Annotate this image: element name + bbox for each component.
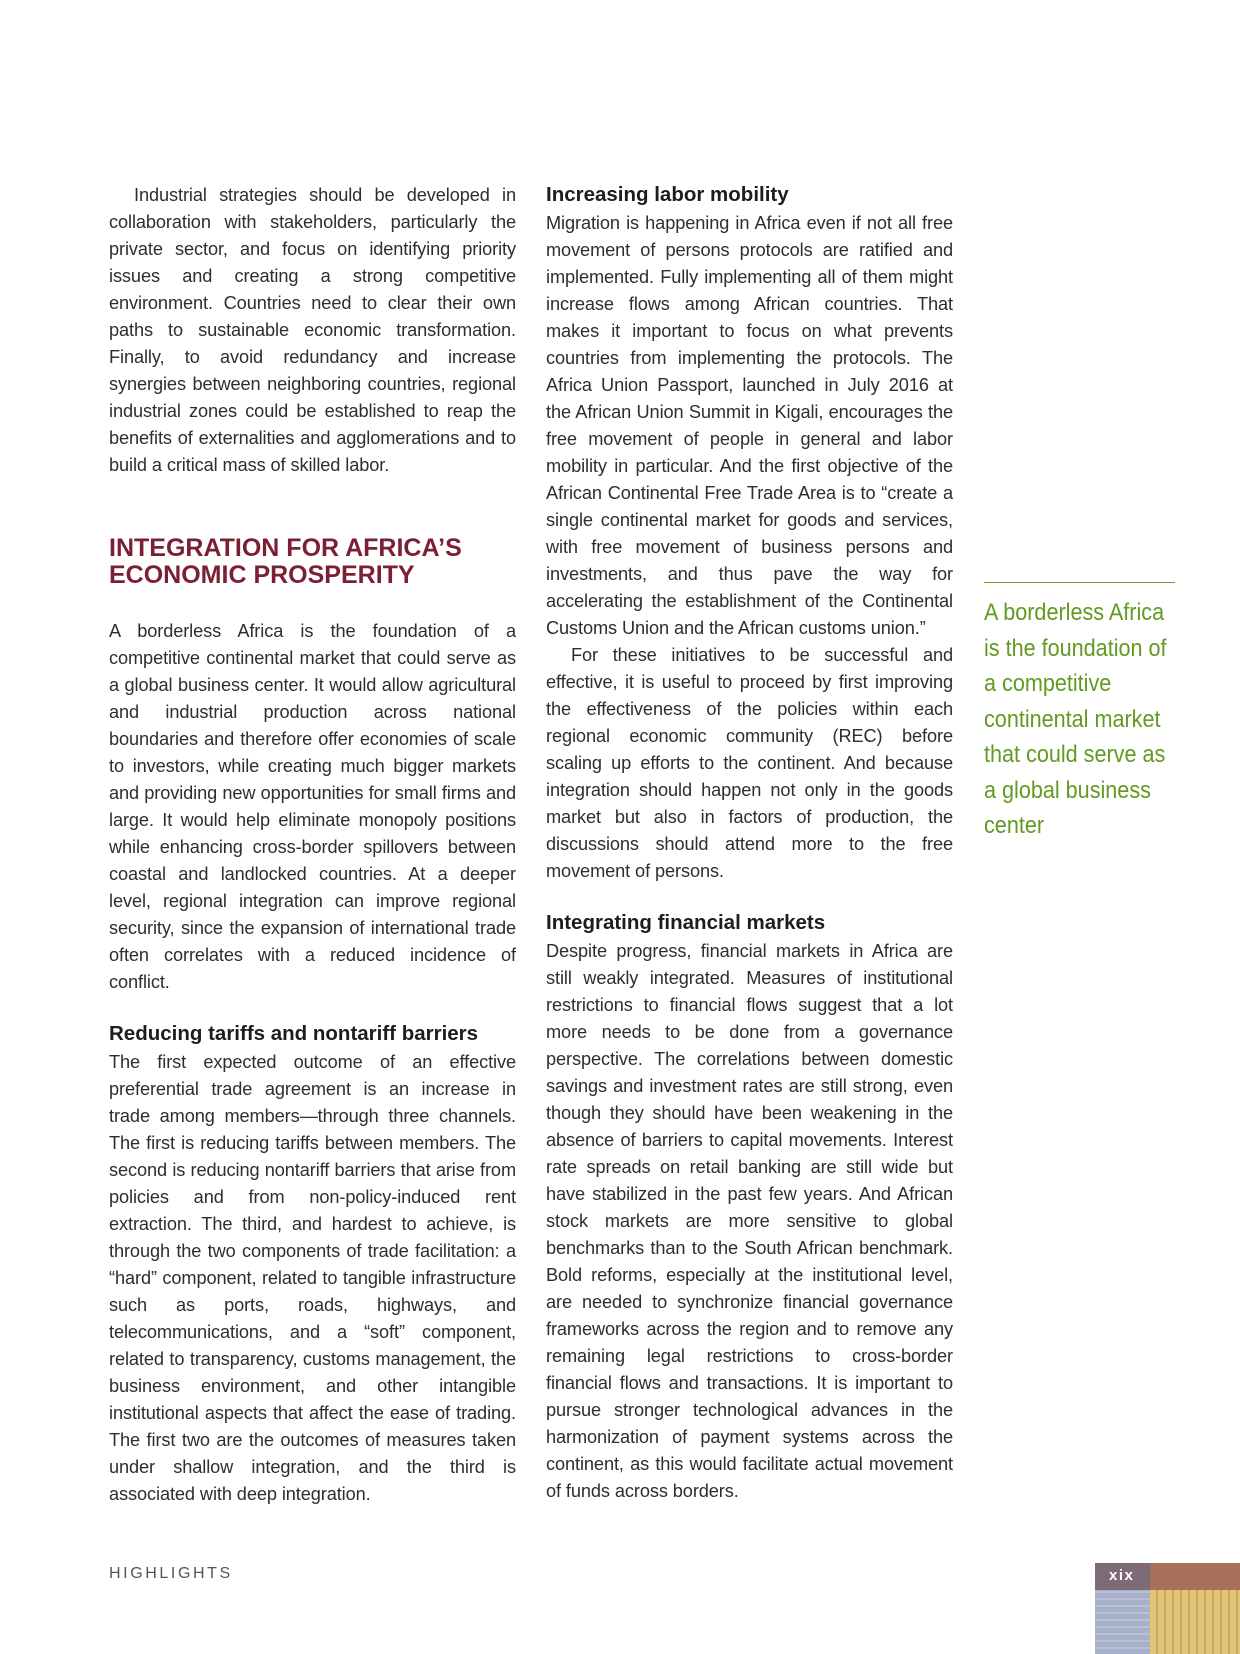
section-title-line1: INTEGRATION FOR AFRICA’S bbox=[109, 534, 462, 562]
pull-quote-sidebar bbox=[984, 582, 1175, 844]
intro-paragraph: Industrial strategies should be developed in collaboration with stakeholders, particularly the private sector, and focus on identifying priority issues and creating a strong competitive environment. Countries need to clear their own paths to sustainable economic transformation. Finally, to avoid redundancy and increase synergies between neighboring countries, regional industrial zones could be established to reap the benefits of externalities and agglomerations and to build a critical mass of skilled labor. bbox=[109, 185, 516, 475]
labor-heading: Increasing labor mobility bbox=[546, 183, 789, 206]
labor-paragraph: Migration is happening in Africa even if not all free movement of persons protocols are ratified and implemented. Fully implementing all of them might increase flows among African countries. That makes it important to focus on what prevents countries from implementing the protocols. The Africa Union Passport, launched in July 2016 at the African Union Summit in Kigali, encourages the free movement of people in general and labor mobility in particular. And the first objective of the African Continental Free Trade Area is to “create a single continental market for goods and services, with free movement of business persons and investments, and thus pave the way for accelerating the establishment of the Continental Customs Union and the African customs union.” bbox=[546, 213, 953, 638]
initiatives-paragraph: For these initiatives to be successful and effective, it is useful to proceed by first improving the effectiveness of the policies within each regional economic community (REC) before scaling up efforts to the continent. And because integration should happen not only in the goods market but also in factors of production, the discussions should attend more to the free movement of persons. bbox=[546, 645, 953, 881]
corner-weave-blue bbox=[1095, 1590, 1155, 1654]
tariffs-heading: Reducing tariffs and nontariff barriers bbox=[109, 1022, 479, 1045]
footer-section-label: HIGHLIGHTS bbox=[109, 1565, 233, 1582]
middle-column bbox=[546, 182, 953, 1505]
financial-heading: Integrating financial markets bbox=[546, 911, 826, 934]
corner-weave-gold bbox=[1150, 1590, 1240, 1654]
tariffs-paragraph: The first expected outcome of an effective preferential trade agreement is an increase in trade among members—through three channels. The first is reducing tariffs between members. The second is reducing nontariff barriers that arise from policies and from non-policy-induced rent extraction. The third, and hardest to achieve, is through the two components of trade facilitation: a “hard” component, related to tangible infrastructure such as ports, roads, highways, and telecommunications, and a “soft” component, related to transparency, customs management, the business environment, and other intangible institutional aspects that affect the ease of trading. The first two are the outcomes of measures taken under shallow integration, and the third is associated with deep integration. bbox=[109, 1052, 516, 1504]
financial-paragraph: Despite progress, financial markets in Africa are still weakly integrated. Measures of institutional restrictions to financial flows suggest that a lot more needs to be done from a governance perspective. The correlations between domestic savings and investment rates are still strong, even though they should have been weakening in the absence of barriers to capital movements. Interest rate spreads on retail banking are still wide but have stabilized in the past few years. And African stock markets are more sensitive to global benchmarks than to the South African benchmark. Bold reforms, especially at the institutional level, are needed to synchronize financial governance frameworks across the region and to remove any remaining legal restrictions to cross-border financial flows and transactions. It is important to pursue stronger technological advances in the harmonization of payment systems across the continent, as this would facilitate actual movement of funds across borders. bbox=[546, 941, 953, 1501]
page-corner-decoration bbox=[1095, 1563, 1240, 1654]
section-title-line2: ECONOMIC PROSPERITY bbox=[109, 561, 415, 589]
pull-quote: A borderless Africa is the foundation of a competitive continental market that could serve as a global business center bbox=[984, 599, 1167, 839]
page-number: xix bbox=[1109, 1567, 1135, 1584]
section-title bbox=[109, 535, 516, 589]
section-paragraph: A borderless Africa is the foundation of a competitive continental market that could serve as a global business center. It would allow agricultural and industrial production across national boundaries and therefore offer economies of scale to investors, while creating much bigger markets and providing new opportunities for small firms and large. It would help eliminate monopoly positions while enhancing cross-border spillovers between coastal and landlocked countries. At a deeper level, regional integration can improve regional security, since the expansion of international trade often correlates with a reduced incidence of conflict. bbox=[109, 621, 516, 992]
left-column bbox=[109, 182, 516, 1508]
